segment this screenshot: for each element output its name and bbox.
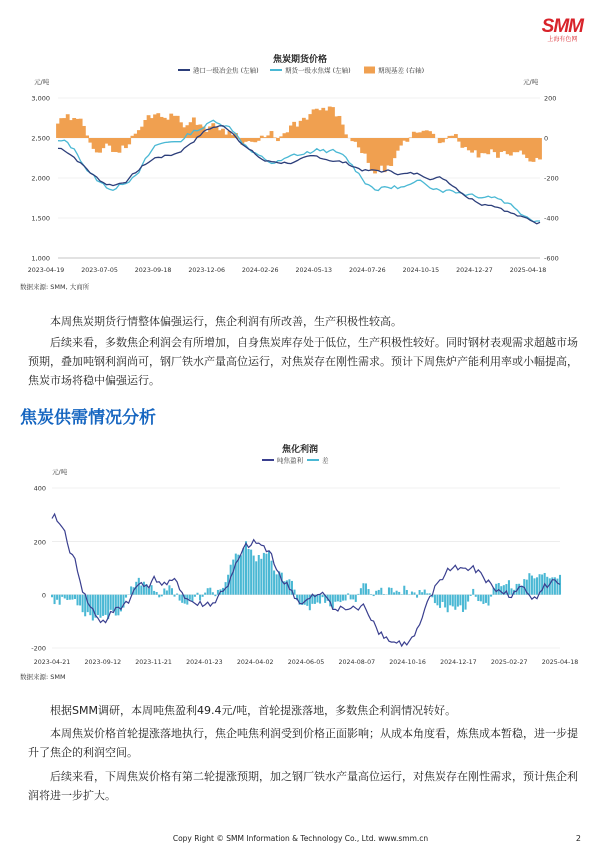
diff-bar xyxy=(429,593,431,594)
diff-bar xyxy=(454,595,456,610)
diff-bar xyxy=(64,595,66,599)
diff-bar xyxy=(434,595,436,603)
diff-bar xyxy=(140,586,142,595)
diff-bar xyxy=(396,591,398,595)
chart1-left-unit: 元/吨 xyxy=(34,78,50,86)
diff-bar xyxy=(181,595,183,603)
diff-bar xyxy=(196,593,198,595)
chart1-x-tick: 2024-02-26 xyxy=(241,267,279,274)
diff-bar xyxy=(168,585,170,594)
chart2-x-tick: 2025-02-27 xyxy=(490,659,528,666)
right-tick-neg600: -600 xyxy=(544,254,559,263)
chart2-source: 数据来源: SMM xyxy=(20,673,66,681)
logo-sub: 上海有色网 xyxy=(547,36,578,43)
diff-bar xyxy=(355,595,357,602)
profit-line xyxy=(52,514,560,646)
chart1-x-tick: 2025-04-18 xyxy=(509,267,547,274)
left-tick-2500: 2,500 xyxy=(31,134,50,143)
coke-futures-chart xyxy=(0,0,601,290)
diff-bar xyxy=(472,589,474,595)
diff-bar xyxy=(235,554,237,595)
diff-bar xyxy=(442,595,444,602)
logo-main: SMM xyxy=(541,16,583,37)
chart1-x-tick: 2024-05-13 xyxy=(295,267,333,274)
diff-bar xyxy=(171,588,173,594)
chart2-x-tick: 2024-10-16 xyxy=(389,659,426,666)
left-tick-1000: 1,000 xyxy=(31,254,50,263)
diff-bar xyxy=(56,595,58,600)
chart2-x-tick: 2024-08-07 xyxy=(338,659,376,666)
diff-bar xyxy=(518,584,520,595)
chart2-x-tick: 2023-11-21 xyxy=(135,659,172,666)
diff-bar xyxy=(375,591,377,595)
diff-bar xyxy=(179,595,181,601)
diff-bar xyxy=(436,595,438,606)
diff-bar xyxy=(510,588,512,594)
diff-bar xyxy=(143,582,145,595)
left-tick-3000: 3,000 xyxy=(31,94,50,103)
diff-bar xyxy=(424,590,426,595)
diff-bar xyxy=(350,595,352,600)
diff-bar xyxy=(462,595,464,612)
diff-bar xyxy=(559,575,561,595)
diff-bar xyxy=(319,595,321,604)
legend-port-label: 港口一级冶金焦 (左轴) xyxy=(193,66,259,75)
diff-bar xyxy=(59,595,61,605)
diff-bar xyxy=(250,550,252,595)
legend-basis-label: 期现基差 (右轴) xyxy=(378,66,425,75)
chart2-x-tick: 2024-12-17 xyxy=(440,659,477,666)
diff-bar xyxy=(549,578,551,594)
basis-bar xyxy=(276,138,280,141)
diff-bar xyxy=(470,595,472,596)
chart2-gridlines xyxy=(52,488,560,648)
coking-profit-chart xyxy=(0,430,601,690)
diff-bar xyxy=(82,595,84,612)
legend-futures-label: 期货一级水焦煤 (左轴) xyxy=(285,66,351,75)
diff-bar xyxy=(416,595,418,598)
diff-bar xyxy=(388,587,390,594)
diff-bar xyxy=(293,590,295,595)
diff-bar xyxy=(556,579,558,595)
diff-bar xyxy=(174,595,176,597)
diff-bar xyxy=(189,595,191,600)
diff-bar xyxy=(362,583,364,594)
chart2-y-axis xyxy=(31,485,46,653)
diff-bar xyxy=(161,595,163,597)
diff-bar xyxy=(125,595,127,598)
diff-bar xyxy=(255,561,257,594)
left-tick-2000: 2,000 xyxy=(31,174,50,183)
diff-bar xyxy=(273,570,275,594)
diff-bar xyxy=(281,573,283,595)
diff-bar xyxy=(110,595,112,610)
diff-bar xyxy=(482,595,484,604)
left-tick-1500: 1,500 xyxy=(31,214,50,223)
basis-bar xyxy=(454,134,458,138)
chart2-x-tick: 2025-04-18 xyxy=(541,659,579,666)
diff-bar xyxy=(411,592,413,595)
diff-bar xyxy=(54,595,56,604)
chart1-right-unit: 元/吨 xyxy=(523,78,539,86)
diff-bar xyxy=(439,595,441,608)
paragraph-4: 本周焦炭价格首轮提涨落地执行，焦企吨焦利润受到价格正面影响；从成本角度看，炼焦成本暂稳，进一步提升了焦企的利润空间。 xyxy=(28,727,578,759)
diff-bar xyxy=(373,595,375,596)
diff-bar xyxy=(403,586,405,595)
diff-bar xyxy=(508,580,510,594)
diff-bar xyxy=(368,589,370,595)
paragraph-2: 后续来看，多数焦企利润会有所增加，自身焦炭库存处于低位，生产积极性较好。同时钢材表观需求超越市场预期，叠加吨钢利润尚可，钢厂铁水产量高位运行，对焦炭存在刚性需求。预计下周焦炉产能利用率或小幅提高，焦炭市场将稳中偏强运行。 xyxy=(28,336,578,387)
legend-diff-label: 差 xyxy=(322,456,329,465)
diff-bar xyxy=(248,549,250,595)
paragraph-5: 后续来看，下周焦炭价格有第二轮提涨预期，加之钢厂铁水产量高位运行，对焦炭存在刚性需求，预计焦企利润将进一步扩大。 xyxy=(28,770,578,802)
chart2-x-axis xyxy=(34,659,579,666)
diff-bar xyxy=(271,561,273,595)
basis-bar xyxy=(85,136,89,138)
diff-bar xyxy=(242,548,244,595)
diff-bar xyxy=(97,595,99,615)
diff-bar xyxy=(79,595,81,606)
c2-tick-0: 0 xyxy=(41,591,46,600)
diff-bar xyxy=(477,595,479,601)
chart2-x-tick: 2024-04-02 xyxy=(236,659,274,666)
diff-bar xyxy=(51,595,53,598)
chart1-legend xyxy=(178,66,424,75)
diff-bar xyxy=(447,595,449,613)
diff-bar xyxy=(413,592,415,594)
diff-bar xyxy=(253,556,255,595)
diff-bar xyxy=(166,590,168,594)
basis-bar xyxy=(538,138,542,159)
diff-bar xyxy=(357,594,359,595)
chart2-unit: 元/吨 xyxy=(52,468,68,476)
diff-bar xyxy=(260,559,262,595)
diff-bar xyxy=(380,588,382,595)
chart1-x-tick: 2024-10-15 xyxy=(402,267,440,274)
diff-bar xyxy=(334,595,336,602)
diff-bar xyxy=(105,595,107,615)
diff-bar xyxy=(457,595,459,607)
diff-bar xyxy=(475,595,477,597)
diff-bar xyxy=(263,553,265,595)
diff-bar xyxy=(61,595,63,597)
diff-bar xyxy=(337,595,339,602)
diff-bar xyxy=(212,592,214,594)
chart2-x-tick: 2023-09-12 xyxy=(84,659,122,666)
right-tick-neg200: -200 xyxy=(544,174,559,183)
diff-bar xyxy=(339,595,341,602)
chart2-legend xyxy=(262,456,329,465)
paragraph-3: 根据SMM调研，本周吨焦盈利49.4元/吨，首轮提涨落地，多数焦企利润情况转好。 xyxy=(50,704,457,717)
diff-bar xyxy=(495,584,497,595)
diff-bar xyxy=(488,595,490,606)
basis-bar xyxy=(127,138,131,144)
diff-bar xyxy=(459,595,461,606)
diff-bar xyxy=(74,595,76,599)
diff-bar xyxy=(199,595,201,601)
diff-bar xyxy=(352,595,354,600)
basis-bar xyxy=(273,137,277,138)
diff-bar xyxy=(391,588,393,595)
c2-tick-400: 400 xyxy=(33,484,46,493)
diff-bar xyxy=(207,588,209,594)
legend-profit-label: 吨焦盈利 xyxy=(277,456,303,465)
diff-bar xyxy=(276,574,278,594)
chart1-basis-bars xyxy=(56,107,542,174)
diff-bar xyxy=(245,541,247,594)
chart1-x-tick: 2023-07-05 xyxy=(81,267,118,274)
diff-bar xyxy=(444,595,446,608)
diff-bar xyxy=(347,593,349,594)
diff-bar xyxy=(158,595,160,598)
chart2-x-tick: 2024-01-23 xyxy=(186,659,223,666)
diff-bar xyxy=(265,554,267,595)
diff-bar xyxy=(378,590,380,595)
legend-basis-swatch xyxy=(364,67,375,74)
diff-bar xyxy=(71,595,73,600)
diff-bar xyxy=(490,595,492,597)
diff-bar xyxy=(209,588,211,595)
basis-bar xyxy=(405,138,409,142)
c2-tick-neg200: -200 xyxy=(31,644,46,653)
basis-bar xyxy=(257,138,261,141)
diff-bar xyxy=(536,577,538,594)
diff-bar xyxy=(480,595,482,602)
diff-bar xyxy=(541,575,543,595)
diff-bar xyxy=(156,592,158,595)
chart1-x-tick: 2023-12-06 xyxy=(188,267,225,274)
diff-bar xyxy=(360,588,362,594)
chart1-left-axis xyxy=(31,95,50,263)
diff-bar xyxy=(202,595,204,597)
diff-bar xyxy=(240,555,242,594)
basis-bar xyxy=(344,134,348,138)
diff-bar xyxy=(426,593,428,594)
diff-bar xyxy=(112,595,114,611)
diff-bar xyxy=(77,595,79,606)
chart1-x-tick: 2024-12-27 xyxy=(456,267,493,274)
diff-bar xyxy=(151,585,153,594)
chart1-x-axis xyxy=(28,258,547,274)
diff-bar xyxy=(138,578,140,595)
diff-bar xyxy=(214,595,216,596)
diff-bar xyxy=(102,595,104,616)
diff-bar xyxy=(406,590,408,595)
paragraph-1: 本周焦炭期货行情整体偏强运行，焦企利润有所改善，生产积极性较高。 xyxy=(50,315,402,328)
diff-bar xyxy=(500,586,502,594)
diff-bar xyxy=(393,592,395,594)
diff-bar xyxy=(421,592,423,594)
right-tick-neg400: -400 xyxy=(544,214,559,223)
diff-bar xyxy=(370,594,372,595)
right-tick-200: 200 xyxy=(544,94,557,103)
diff-bar xyxy=(452,595,454,607)
diff-bar xyxy=(467,595,469,602)
diff-bar xyxy=(258,555,260,595)
chart1-title: 焦炭期货价格 xyxy=(272,55,328,65)
diff-bar xyxy=(191,595,193,602)
diff-bar xyxy=(99,595,101,618)
chart1-source: 数据来源: SMM, 大商所 xyxy=(20,283,90,291)
diff-bar xyxy=(465,595,467,610)
diff-bar xyxy=(528,573,530,594)
diff-bar xyxy=(383,594,385,595)
diff-bar xyxy=(342,595,344,601)
chart2-x-tick: 2024-06-05 xyxy=(287,659,325,666)
diff-bar xyxy=(365,583,367,594)
diff-bar xyxy=(304,595,306,605)
basis-bar xyxy=(270,131,274,138)
diff-bar xyxy=(232,560,234,595)
diff-bar xyxy=(66,595,68,600)
diff-bar xyxy=(194,595,196,597)
right-tick-0: 0 xyxy=(544,134,549,143)
section-title: 焦炭供需情况分析 xyxy=(20,408,156,428)
diff-bar xyxy=(268,551,270,595)
basis-bar xyxy=(431,134,435,138)
chart2-x-tick: 2023-04-21 xyxy=(33,659,71,666)
diff-bar xyxy=(322,595,324,597)
diff-bar xyxy=(533,578,535,594)
diff-bar xyxy=(345,595,347,601)
diff-bar xyxy=(398,592,400,595)
diff-bar xyxy=(148,588,150,594)
diff-bar xyxy=(163,588,165,594)
chart2-title: 焦化利润 xyxy=(281,445,319,455)
c2-tick-200: 200 xyxy=(33,538,46,547)
diff-bar xyxy=(531,576,533,595)
chart1-right-axis xyxy=(544,95,559,263)
page-number: 2 xyxy=(575,834,581,843)
chart1-x-tick: 2023-04-19 xyxy=(27,267,65,274)
diff-bar xyxy=(419,590,421,595)
chart1-x-tick: 2023-09-18 xyxy=(134,267,172,274)
chart1-x-tick: 2024-07-26 xyxy=(349,267,386,274)
diff-bar xyxy=(115,595,117,616)
diff-bar xyxy=(449,595,451,606)
diff-bar xyxy=(485,595,487,603)
basis-bar xyxy=(444,138,448,139)
footer-copyright: Copy Right © SMM Information & Technology Co., Ltd. www.smm.cn xyxy=(172,834,429,843)
diff-bar xyxy=(69,595,71,600)
diff-bar xyxy=(176,594,178,595)
diff-bar xyxy=(153,591,155,595)
diff-bar xyxy=(204,593,206,595)
diff-bar xyxy=(117,595,119,616)
